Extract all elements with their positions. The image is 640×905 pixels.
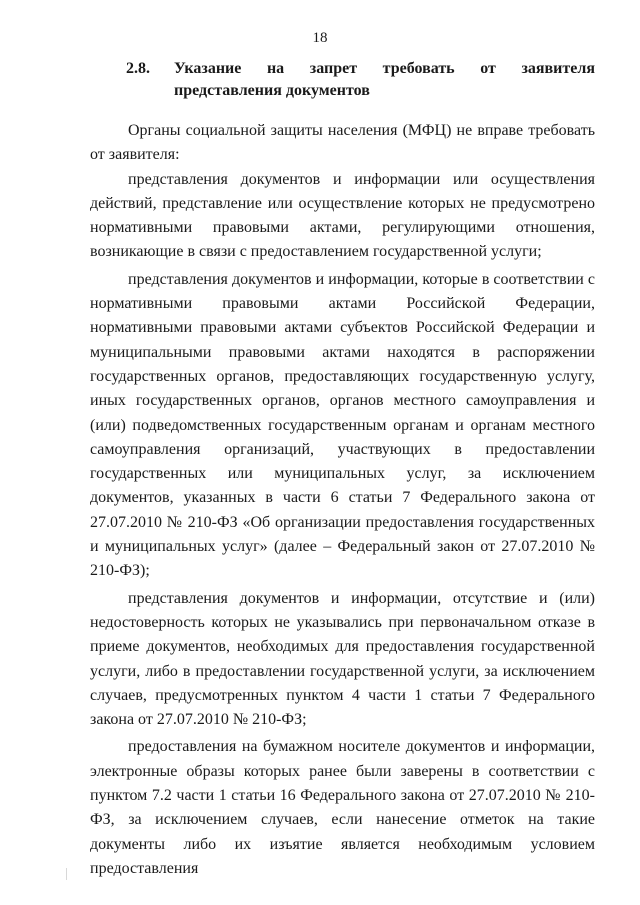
- section-title: Указание на запрет требовать от заявителя представления документов: [174, 60, 595, 99]
- section-number: 2.8.: [126, 60, 150, 77]
- page-number: 18: [312, 30, 328, 46]
- paragraph-item-2: представления документов и информации, которые в соответствии с нормативными правовыми актами Российской Федерации, нормативными правовыми актами субъектов Российской Федерации и муниципальными правовыми актами находятся в распоряжении государственных органов, предоставляющих государственную услугу, иных государственных органов, органов местного самоуправления и (или) подведомственных государственным органам и органам местного самоуправления организаций, участвующих в предоставлении государственных или муниципальных услуг, за исключением документов, указанных в части 6 статьи 7 Федерального закона от 27.07.2010 № 210-ФЗ «Об организации предоставления государственных и муниципальных услуг» (далее – Федеральный закон от 27.07.2010 № 210-ФЗ);: [90, 270, 595, 580]
- paragraph-item-1: представления документов и информации или осуществления действий, представление или осуществление которых не предусмотрено нормативными правовыми актами, регулирующими отношения, возникающие в связи с предоставлением государственной услуги;: [90, 170, 595, 261]
- paragraph-item-4: предоставления на бумажном носителе документов и информации, электронные образы которых ранее были заверены в соответствии с пунктом 7.2 части 1 статьи 16 Федерального закона от 27.07.2010 № 210-ФЗ, за исключением случаев, если нанесение отметок на такие документы либо их изъятие является необходимым условием предоставления: [90, 738, 595, 877]
- paragraph-intro: Органы социальной защиты населения (МФЦ) не вправе требовать от заявителя:: [90, 122, 595, 164]
- scan-edge-mark: [66, 868, 67, 880]
- document-body: [90, 119, 595, 884]
- section-heading: [90, 58, 595, 102]
- paragraph-item-3: представления документов и информации, отсутствие и (или) недостоверность которых не указывались при первоначальном отказе в приеме документов, необходимых для предоставления государственной услуги, либо в предоставлении государственной услуги, за исключением случаев, предусмотренных пунктом 4 части 1 статьи 7 Федерального закона от 27.07.2010 № 210-ФЗ;: [90, 589, 595, 729]
